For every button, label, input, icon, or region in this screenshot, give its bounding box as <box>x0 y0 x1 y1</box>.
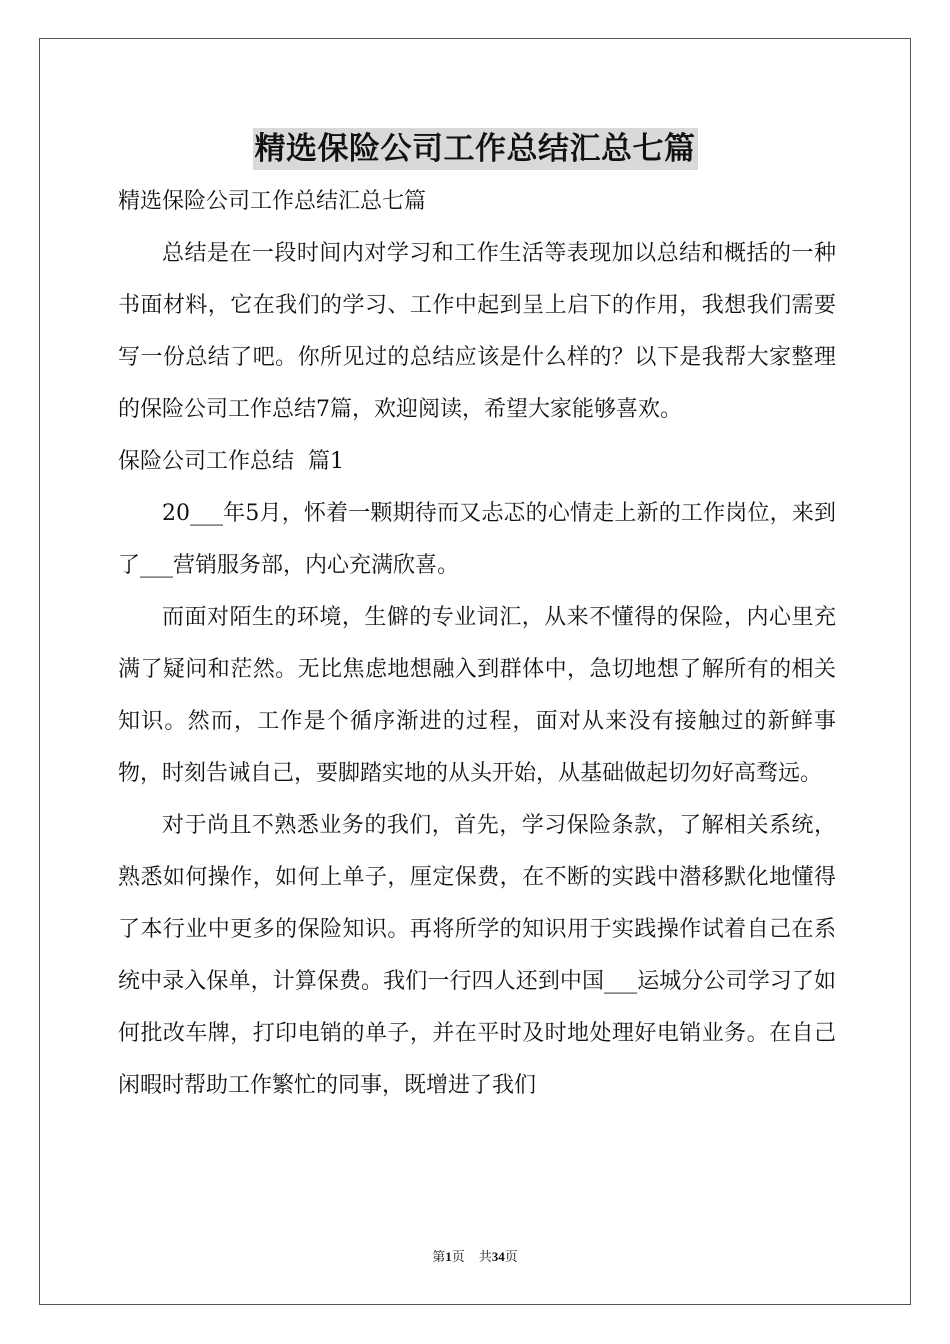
page-mid: 页 <box>451 1249 465 1264</box>
paragraph-intro: 总结是在一段时间内对学习和工作生活等表现加以总结和概括的一种书面材料，它在我们的学习、工作中起到呈上启下的作用，我想我们需要写一份总结了吧。你所见过的总结应该是什么样的？以下是我帮大家整理的保险公司工作总结7篇，欢迎阅读，希望大家能够喜欢。 <box>118 241 836 422</box>
document-subtitle: 精选保险公司工作总结汇总七篇 <box>118 189 427 214</box>
page-footer <box>0 1246 950 1265</box>
page-prefix: 第 <box>432 1249 446 1264</box>
paragraph: 而面对陌生的环境，生僻的专业词汇，从来不懂得的保险，内心里充满了疑问和茫然。无比焦虑地想融入到群体中，急切地想了解所有的相关知识。然而，工作是个循序渐进的过程，面对从来没有接触过的新鲜事物，时刻告诫自己，要脚踏实地的从头开始，从基础做起切勿好高骛远。 <box>118 605 836 786</box>
section-heading: 保险公司工作总结 篇1 <box>118 449 344 474</box>
paragraph: 对于尚且不熟悉业务的我们，首先，学习保险条款，了解相关系统，熟悉如何操作，如何上单子，厘定保费，在不断的实践中潜移默化地懂得了本行业中更多的保险知识。再将所学的知识用于实践操作试着自己在系统中录入保单，计算保费。我们一行四人还到中国___运城分公司学习了如何批改车牌，打印电销的单子，并在平时及时地处理好电销业务。在自己闲暇时帮助工作繁忙的同事，既增进了我们 <box>118 813 836 1098</box>
page-current: 1 <box>445 1249 452 1264</box>
title-container <box>0 128 950 170</box>
document-body <box>118 176 836 1112</box>
total-prefix: 共 <box>478 1249 492 1264</box>
paragraph: 20___年5月，怀着一颗期待而又忐忑的心情走上新的工作岗位，来到了___营销服务部，内心充满欣喜。 <box>118 501 836 578</box>
page-total: 34 <box>491 1249 505 1264</box>
total-suffix: 页 <box>504 1249 518 1264</box>
document-title: 精选保险公司工作总结汇总七篇 <box>253 128 698 170</box>
